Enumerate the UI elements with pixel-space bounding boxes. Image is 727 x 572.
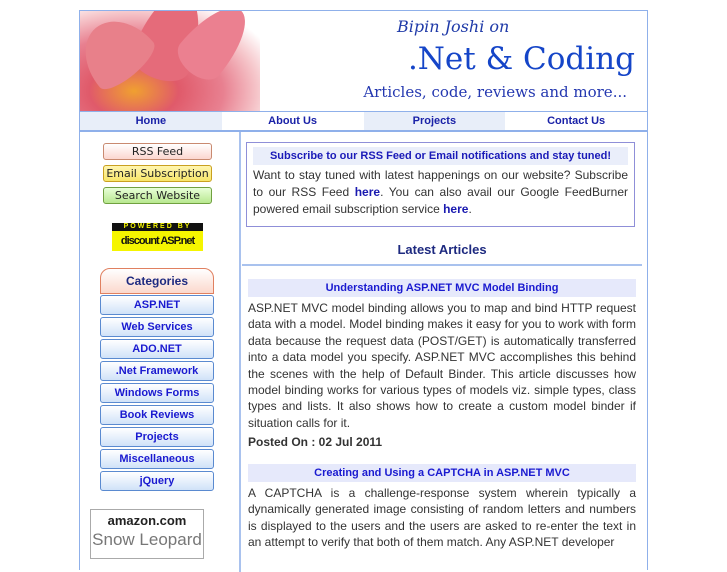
nav-projects[interactable]: Projects bbox=[364, 112, 506, 130]
search-website-button[interactable]: Search Website bbox=[103, 187, 212, 204]
subscribe-box bbox=[246, 142, 635, 227]
divider bbox=[242, 264, 642, 266]
article-title-link[interactable]: Creating and Using a CAPTCHA in ASP.NET MVC bbox=[248, 464, 636, 482]
article-item bbox=[248, 279, 636, 449]
article-summary: ASP.NET MVC model binding allows you to map and bind HTTP request data with a model. Model binding makes it easy for you to work with form data because the request data (POST/GET) is automatically transferred into a data model you specify. ASP.NET MVC accomplishes this behind the scenes with the help of Default Binder. This article discusses how model binding works for various types of models viz. simple types, class types and lists. It also shows how to create a custom model binder if situation calls for it. bbox=[248, 301, 636, 430]
category-net-framework[interactable]: .Net Framework bbox=[100, 361, 214, 381]
category-ado-net[interactable]: ADO.NET bbox=[100, 339, 214, 359]
amazon-product: Snow Leopard bbox=[92, 530, 202, 549]
category-miscellaneous[interactable]: Miscellaneous bbox=[100, 449, 214, 469]
nav-home[interactable]: Home bbox=[80, 112, 222, 130]
category-windows-forms[interactable]: Windows Forms bbox=[100, 383, 214, 403]
rss-feed-button[interactable]: RSS Feed bbox=[103, 143, 212, 160]
categories-heading: Categories bbox=[100, 268, 214, 294]
badge-top-text: POWERED BY bbox=[112, 223, 203, 231]
subscribe-heading: Subscribe to our RSS Feed or Email notifications and stay tuned! bbox=[253, 147, 628, 165]
category-web-services[interactable]: Web Services bbox=[100, 317, 214, 337]
left-sidebar bbox=[80, 132, 241, 572]
email-here-link[interactable]: here bbox=[443, 202, 469, 216]
category-asp-net[interactable]: ASP.NET bbox=[100, 295, 214, 315]
discount-asp-net-badge[interactable] bbox=[112, 223, 203, 251]
site-title: .Net & Coding bbox=[407, 41, 635, 77]
rss-here-link[interactable]: here bbox=[354, 185, 381, 199]
amazon-logo: amazon.com bbox=[107, 513, 187, 528]
article-summary: A CAPTCHA is a challenge-response system wherein typically a dynamically generated image consisting of random letters and numbers is displayed to the users and the users are asked to re-enter the text in an attempt to verify that both of them match. Any ASP.NET developer bbox=[248, 486, 636, 550]
site-byline: Bipin Joshi on bbox=[397, 17, 510, 36]
article-title-link[interactable]: Understanding ASP.NET MVC Model Binding bbox=[248, 279, 636, 297]
article-posted-date: Posted On : 02 Jul 2011 bbox=[248, 435, 383, 450]
nav-contact-us[interactable]: Contact Us bbox=[547, 115, 606, 127]
subscribe-text-part: . You can also avail our Google FeedBurner powered email subscription service bbox=[253, 185, 628, 216]
category-jquery[interactable]: jQuery bbox=[100, 471, 214, 491]
page-container bbox=[79, 10, 648, 570]
lily-flower-image bbox=[80, 11, 260, 111]
badge-main-text: discount ASP.net bbox=[120, 235, 195, 247]
subscribe-text-part: . bbox=[468, 202, 472, 216]
site-tagline: Articles, code, reviews and more... bbox=[363, 83, 627, 101]
amazon-ad[interactable] bbox=[90, 509, 204, 559]
category-projects[interactable]: Projects bbox=[100, 427, 214, 447]
subscribe-text bbox=[253, 167, 628, 218]
site-header bbox=[80, 11, 647, 111]
category-book-reviews[interactable]: Book Reviews bbox=[100, 405, 214, 425]
subscribe-text-part: Want to stay tuned with latest happenings on our website? Subscribe to our RSS Feed bbox=[253, 168, 628, 199]
latest-articles-heading: Latest Articles bbox=[397, 242, 487, 257]
nav-about-us[interactable]: About Us bbox=[268, 115, 318, 127]
main-nav bbox=[80, 111, 647, 132]
email-subscription-button[interactable]: Email Subscription bbox=[103, 165, 212, 182]
article-item bbox=[248, 464, 636, 551]
